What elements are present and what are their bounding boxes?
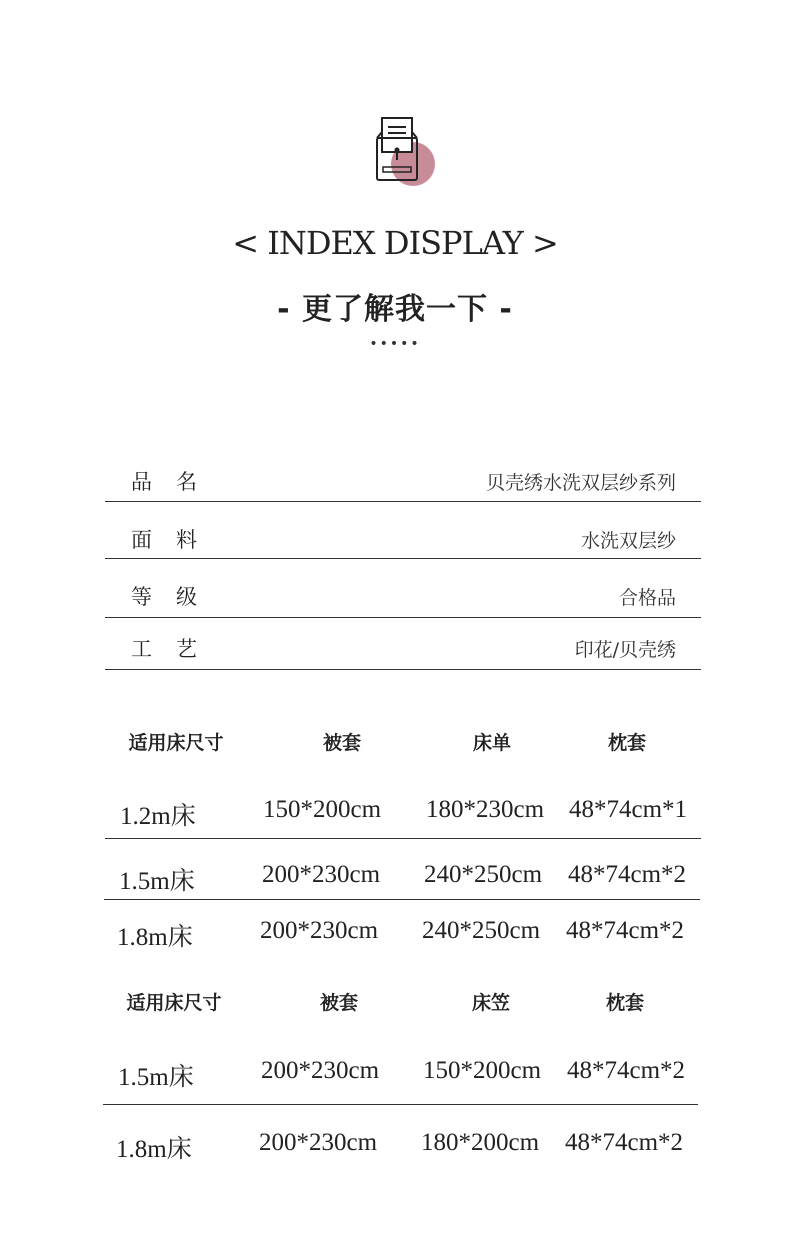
spec-label: 等级 xyxy=(131,585,221,609)
table-cell: 48*74cm*1 xyxy=(569,796,688,823)
divider xyxy=(103,1104,698,1105)
document-box-icon xyxy=(368,112,440,188)
table-header: 被套 xyxy=(319,992,358,1014)
table-header: 床笠 xyxy=(471,992,510,1014)
table-cell: 150*200cm xyxy=(423,1057,542,1084)
table-header: 被套 xyxy=(322,732,361,754)
divider xyxy=(105,617,701,618)
table-cell: 240*250cm xyxy=(422,917,541,944)
divider xyxy=(105,838,701,839)
table-cell: 1.2m床 xyxy=(120,803,196,830)
table-header: 枕套 xyxy=(605,992,644,1014)
spec-value: 印花/贝壳绣 xyxy=(574,639,676,661)
table-cell: 48*74cm*2 xyxy=(568,861,687,888)
decorative-dots: ••••• xyxy=(369,336,421,352)
table-header: 适用床尺寸 xyxy=(126,992,222,1014)
table-cell: 48*74cm*2 xyxy=(566,917,685,944)
table-cell: 180*200cm xyxy=(421,1129,540,1156)
divider xyxy=(105,558,701,559)
spec-value: 贝壳绣水洗双层纱系列 xyxy=(485,472,676,494)
spec-value: 合格品 xyxy=(618,587,676,609)
table-cell: 240*250cm xyxy=(424,861,543,888)
divider xyxy=(105,501,701,502)
table-cell: 200*230cm xyxy=(260,917,379,944)
table-cell: 200*230cm xyxy=(262,861,381,888)
table-cell: 1.5m床 xyxy=(118,1064,194,1091)
table-cell: 150*200cm xyxy=(263,796,382,823)
table-cell: 200*230cm xyxy=(259,1129,378,1156)
spec-label: 面料 xyxy=(131,528,221,552)
table-cell: 200*230cm xyxy=(261,1057,380,1084)
table-cell: 48*74cm*2 xyxy=(567,1057,686,1084)
table-cell: 180*230cm xyxy=(426,796,545,823)
table-cell: 1.8m床 xyxy=(116,1136,192,1163)
spec-label: 品名 xyxy=(131,470,221,494)
table-header: 枕套 xyxy=(607,732,646,754)
table-cell: 48*74cm*2 xyxy=(565,1129,684,1156)
table-cell: 1.8m床 xyxy=(117,924,193,951)
spec-label: 工艺 xyxy=(131,637,221,661)
table-cell: 1.5m床 xyxy=(119,868,195,895)
table-header: 适用床尺寸 xyxy=(128,732,224,754)
divider xyxy=(104,899,700,900)
divider xyxy=(105,669,701,670)
title-english: < INDEX DISPLAY > xyxy=(232,224,558,262)
title-chinese: - 更了解我一下 - xyxy=(277,292,513,327)
table-header: 床单 xyxy=(472,732,511,754)
spec-value: 水洗双层纱 xyxy=(580,530,676,552)
